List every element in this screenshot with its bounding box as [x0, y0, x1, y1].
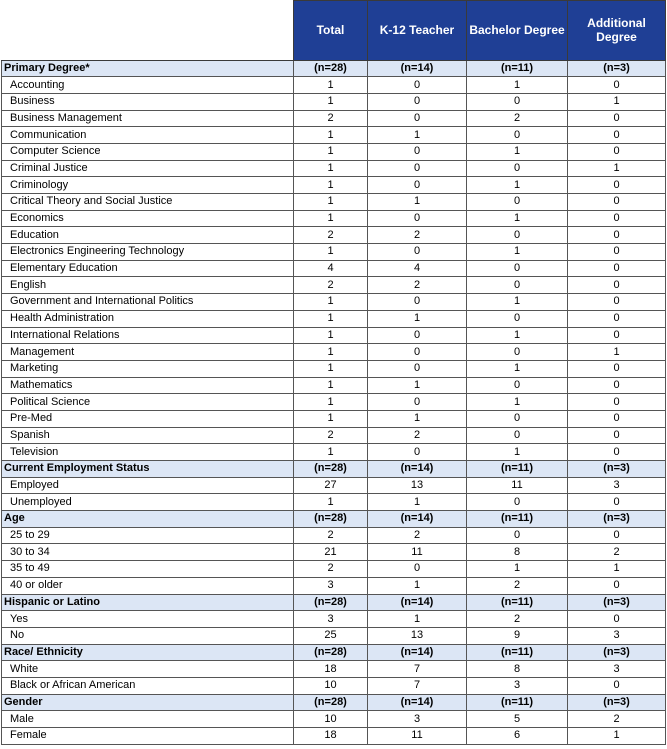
section-count: (n=11)	[467, 594, 568, 611]
section-count: (n=14)	[368, 594, 467, 611]
row-label: Criminal Justice	[2, 160, 294, 177]
row-value: 0	[368, 160, 467, 177]
row-value: 1	[294, 210, 368, 227]
row-value: 0	[368, 93, 467, 110]
row-value: 5	[467, 711, 568, 728]
row-label: Economics	[2, 210, 294, 227]
row-value: 0	[568, 394, 666, 411]
section-count: (n=11)	[467, 461, 568, 478]
row-value: 1	[294, 344, 368, 361]
table-row	[2, 544, 666, 561]
table-row	[2, 327, 666, 344]
row-value: 2	[294, 277, 368, 294]
table-row	[2, 244, 666, 261]
table-row	[2, 260, 666, 277]
row-label: Marketing	[2, 360, 294, 377]
row-value: 0	[568, 427, 666, 444]
row-value: 1	[294, 310, 368, 327]
row-value: 10	[294, 711, 368, 728]
table-row	[2, 494, 666, 511]
row-value: 2	[467, 611, 568, 628]
row-value: 11	[368, 544, 467, 561]
row-value: 0	[568, 494, 666, 511]
section-count: (n=28)	[294, 461, 368, 478]
row-value: 1	[467, 561, 568, 578]
table-row	[2, 661, 666, 678]
row-value: 2	[294, 227, 368, 244]
row-value: 0	[467, 310, 568, 327]
row-value: 0	[568, 377, 666, 394]
row-value: 13	[368, 627, 467, 644]
row-value: 6	[467, 728, 568, 745]
row-label: 30 to 34	[2, 544, 294, 561]
row-value: 0	[368, 210, 467, 227]
table-row	[2, 377, 666, 394]
row-label: Employed	[2, 477, 294, 494]
row-value: 1	[568, 93, 666, 110]
row-value: 2	[467, 110, 568, 127]
row-value: 1	[467, 210, 568, 227]
row-value: 1	[568, 561, 666, 578]
table-row	[2, 444, 666, 461]
row-value: 1	[467, 244, 568, 261]
row-value: 1	[294, 194, 368, 211]
row-value: 0	[467, 194, 568, 211]
row-value: 2	[368, 277, 467, 294]
table-row	[2, 227, 666, 244]
table-row	[2, 711, 666, 728]
row-value: 2	[294, 527, 368, 544]
section-title: Gender	[2, 694, 294, 711]
section-header-row	[2, 511, 666, 528]
row-value: 11	[368, 728, 467, 745]
section-count: (n=28)	[294, 511, 368, 528]
row-value: 0	[568, 77, 666, 94]
row-value: 4	[368, 260, 467, 277]
table-row	[2, 677, 666, 694]
table-row	[2, 561, 666, 578]
row-value: 1	[467, 360, 568, 377]
row-value: 3	[568, 627, 666, 644]
row-label: Education	[2, 227, 294, 244]
section-count: (n=14)	[368, 60, 467, 77]
row-value: 0	[368, 344, 467, 361]
section-title: Hispanic or Latino	[2, 594, 294, 611]
row-value: 1	[294, 377, 368, 394]
row-value: 1	[568, 160, 666, 177]
section-header-row	[2, 461, 666, 478]
row-value: 1	[294, 244, 368, 261]
row-value: 3	[368, 711, 467, 728]
table-row	[2, 627, 666, 644]
row-value: 0	[368, 327, 467, 344]
row-value: 0	[467, 377, 568, 394]
table-row	[2, 577, 666, 594]
row-label: No	[2, 627, 294, 644]
row-value: 1	[368, 577, 467, 594]
table-row	[2, 210, 666, 227]
row-value: 2	[467, 577, 568, 594]
row-value: 0	[467, 410, 568, 427]
row-label: Male	[2, 711, 294, 728]
row-value: 2	[368, 227, 467, 244]
row-value: 0	[568, 294, 666, 311]
row-value: 1	[294, 494, 368, 511]
table-row	[2, 477, 666, 494]
row-label: Spanish	[2, 427, 294, 444]
row-label: Health Administration	[2, 310, 294, 327]
row-value: 0	[467, 344, 568, 361]
row-label: Mathematics	[2, 377, 294, 394]
section-header-row	[2, 694, 666, 711]
row-label: Television	[2, 444, 294, 461]
row-label: Pre-Med	[2, 410, 294, 427]
column-header-total: Total	[294, 1, 368, 61]
table-row	[2, 294, 666, 311]
row-value: 1	[294, 327, 368, 344]
row-value: 1	[294, 177, 368, 194]
row-label: Management	[2, 344, 294, 361]
row-value: 0	[568, 260, 666, 277]
row-value: 0	[467, 227, 568, 244]
row-label: Female	[2, 728, 294, 745]
row-value: 2	[368, 527, 467, 544]
row-value: 1	[368, 194, 467, 211]
row-value: 0	[568, 110, 666, 127]
row-value: 1	[368, 410, 467, 427]
row-value: 7	[368, 661, 467, 678]
row-label: Criminology	[2, 177, 294, 194]
row-value: 0	[568, 444, 666, 461]
row-value: 0	[467, 427, 568, 444]
table-row	[2, 360, 666, 377]
table-row	[2, 160, 666, 177]
row-label: Political Science	[2, 394, 294, 411]
row-value: 25	[294, 627, 368, 644]
row-value: 1	[467, 143, 568, 160]
table-row	[2, 277, 666, 294]
row-value: 1	[467, 77, 568, 94]
row-value: 3	[568, 477, 666, 494]
row-label: Black or African American	[2, 677, 294, 694]
row-value: 1	[368, 494, 467, 511]
section-count: (n=14)	[368, 511, 467, 528]
section-count: (n=14)	[368, 461, 467, 478]
row-label: 35 to 49	[2, 561, 294, 578]
row-value: 0	[568, 277, 666, 294]
row-value: 1	[294, 93, 368, 110]
table-row	[2, 427, 666, 444]
row-value: 1	[467, 394, 568, 411]
row-value: 1	[467, 294, 568, 311]
table-row	[2, 394, 666, 411]
row-value: 1	[294, 77, 368, 94]
row-value: 8	[467, 544, 568, 561]
row-value: 0	[368, 294, 467, 311]
section-count: (n=3)	[568, 694, 666, 711]
section-count: (n=3)	[568, 461, 666, 478]
row-label: English	[2, 277, 294, 294]
row-value: 1	[568, 728, 666, 745]
section-count: (n=11)	[467, 694, 568, 711]
section-count: (n=11)	[467, 511, 568, 528]
row-value: 1	[467, 327, 568, 344]
table-row	[2, 77, 666, 94]
row-value: 13	[368, 477, 467, 494]
row-value: 11	[467, 477, 568, 494]
row-label: Accounting	[2, 77, 294, 94]
table-row	[2, 177, 666, 194]
section-count: (n=28)	[294, 694, 368, 711]
section-header-row	[2, 594, 666, 611]
section-header-row	[2, 60, 666, 77]
row-label: Business	[2, 93, 294, 110]
row-value: 0	[568, 177, 666, 194]
row-value: 0	[368, 77, 467, 94]
row-value: 1	[368, 377, 467, 394]
table-row	[2, 127, 666, 144]
row-value: 0	[568, 194, 666, 211]
section-count: (n=11)	[467, 644, 568, 661]
section-count: (n=14)	[368, 644, 467, 661]
row-value: 4	[294, 260, 368, 277]
row-value: 0	[368, 143, 467, 160]
row-value: 18	[294, 728, 368, 745]
row-value: 0	[368, 561, 467, 578]
row-value: 3	[467, 677, 568, 694]
row-value: 1	[368, 310, 467, 327]
row-value: 0	[568, 677, 666, 694]
row-value: 1	[467, 177, 568, 194]
header-row	[2, 1, 666, 61]
row-value: 0	[568, 143, 666, 160]
row-value: 1	[368, 127, 467, 144]
row-label: 40 or older	[2, 577, 294, 594]
section-title: Primary Degree*	[2, 60, 294, 77]
row-value: 9	[467, 627, 568, 644]
row-value: 0	[568, 527, 666, 544]
row-value: 0	[467, 494, 568, 511]
row-value: 0	[467, 527, 568, 544]
header-corner	[2, 1, 294, 61]
column-header-bachelor-degree: Bachelor Degree	[467, 1, 568, 61]
row-value: 8	[467, 661, 568, 678]
row-label: Electronics Engineering Technology	[2, 244, 294, 261]
table-row	[2, 143, 666, 160]
row-value: 0	[467, 260, 568, 277]
row-label: Government and International Politics	[2, 294, 294, 311]
row-value: 2	[294, 561, 368, 578]
row-label: Yes	[2, 611, 294, 628]
section-header-row	[2, 644, 666, 661]
row-value: 1	[467, 444, 568, 461]
row-value: 0	[368, 394, 467, 411]
row-value: 1	[368, 611, 467, 628]
row-value: 1	[294, 143, 368, 160]
row-value: 0	[467, 93, 568, 110]
section-count: (n=14)	[368, 694, 467, 711]
row-value: 0	[568, 410, 666, 427]
row-value: 3	[568, 661, 666, 678]
row-value: 0	[568, 611, 666, 628]
row-value: 1	[294, 444, 368, 461]
row-value: 0	[568, 227, 666, 244]
row-value: 2	[294, 427, 368, 444]
row-value: 2	[294, 110, 368, 127]
column-header-k12-teacher: K-12 Teacher	[368, 1, 467, 61]
row-label: Communication	[2, 127, 294, 144]
section-count: (n=28)	[294, 644, 368, 661]
row-value: 27	[294, 477, 368, 494]
section-title: Current Employment Status	[2, 461, 294, 478]
row-value: 2	[568, 711, 666, 728]
row-value: 1	[294, 294, 368, 311]
row-value: 1	[294, 127, 368, 144]
section-count: (n=28)	[294, 60, 368, 77]
table-row	[2, 194, 666, 211]
row-value: 21	[294, 544, 368, 561]
table-row	[2, 110, 666, 127]
row-label: Elementary Education	[2, 260, 294, 277]
section-title: Race/ Ethnicity	[2, 644, 294, 661]
row-value: 2	[568, 544, 666, 561]
row-label: Computer Science	[2, 143, 294, 160]
table-row	[2, 93, 666, 110]
row-label: Unemployed	[2, 494, 294, 511]
row-value: 3	[294, 577, 368, 594]
table-row	[2, 344, 666, 361]
table-row	[2, 611, 666, 628]
row-value: 1	[294, 360, 368, 377]
row-value: 0	[368, 177, 467, 194]
row-value: 3	[294, 611, 368, 628]
section-count: (n=3)	[568, 511, 666, 528]
section-count: (n=11)	[467, 60, 568, 77]
demographics-table	[1, 0, 666, 745]
row-value: 0	[467, 127, 568, 144]
row-value: 0	[368, 360, 467, 377]
row-value: 0	[568, 210, 666, 227]
row-value: 0	[568, 310, 666, 327]
table-body	[2, 60, 666, 744]
row-value: 18	[294, 661, 368, 678]
row-value: 0	[368, 110, 467, 127]
table-row	[2, 527, 666, 544]
row-value: 0	[568, 360, 666, 377]
table-row	[2, 310, 666, 327]
row-label: 25 to 29	[2, 527, 294, 544]
row-value: 2	[368, 427, 467, 444]
section-title: Age	[2, 511, 294, 528]
row-value: 7	[368, 677, 467, 694]
row-value: 1	[294, 410, 368, 427]
section-count: (n=28)	[294, 594, 368, 611]
section-count: (n=3)	[568, 644, 666, 661]
table-row	[2, 410, 666, 427]
row-label: Critical Theory and Social Justice	[2, 194, 294, 211]
row-value: 0	[568, 127, 666, 144]
row-value: 1	[568, 344, 666, 361]
table-row	[2, 728, 666, 745]
row-value: 0	[467, 277, 568, 294]
row-value: 0	[568, 244, 666, 261]
row-value: 0	[467, 160, 568, 177]
row-label: Business Management	[2, 110, 294, 127]
row-value: 1	[294, 160, 368, 177]
column-header-additional-degree: Additional Degree	[568, 1, 666, 61]
row-value: 0	[568, 327, 666, 344]
section-count: (n=3)	[568, 594, 666, 611]
section-count: (n=3)	[568, 60, 666, 77]
row-value: 0	[368, 444, 467, 461]
row-value: 0	[568, 577, 666, 594]
row-label: International Relations	[2, 327, 294, 344]
row-value: 10	[294, 677, 368, 694]
row-value: 1	[294, 394, 368, 411]
row-value: 0	[368, 244, 467, 261]
row-label: White	[2, 661, 294, 678]
